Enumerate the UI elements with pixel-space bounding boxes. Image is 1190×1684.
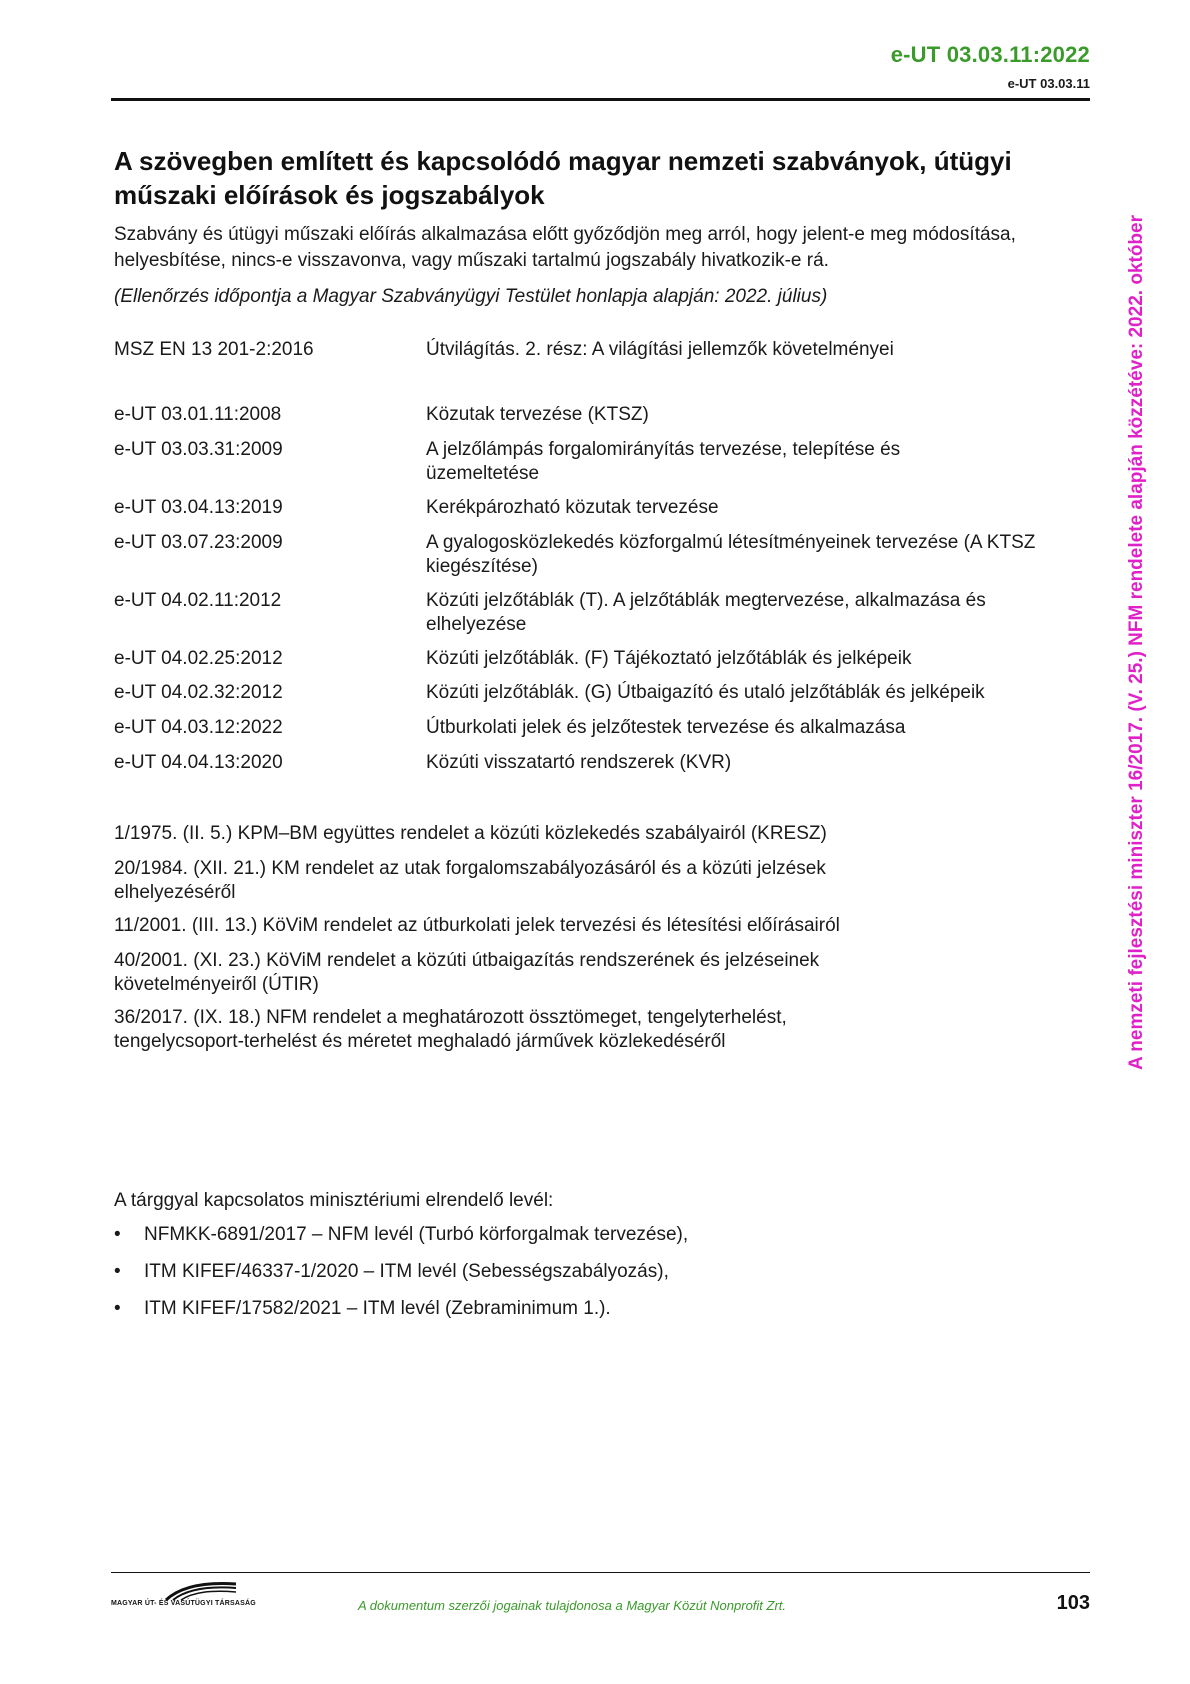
- letters-intro: A tárggyal kapcsolatos minisztériumi elrendelő levél:: [114, 1190, 554, 1211]
- organization-logo: [111, 1580, 261, 1612]
- spec-code: e-UT 03.07.23:2009: [114, 532, 283, 553]
- spec-title: A gyalogosközlekedés közforgalmú létesítményeinek tervezése (A KTSZ kiegészítése): [426, 532, 1036, 577]
- spec-code: e-UT 03.03.31:2009: [114, 439, 283, 460]
- check-date-note: (Ellenőrzés időpontja a Magyar Szabványügyi Testület honlapja alapján: 2022. július): [114, 286, 828, 307]
- bullet-icon: •: [114, 1224, 121, 1245]
- law-item: 36/2017. (IX. 18.) NFM rendelet a meghatározott össztömeget, tengelyterhelést, tengelycsoport-terhelést és méretet meghaladó járművek közlekedéséről: [114, 1007, 787, 1052]
- intro-paragraph: Szabvány és útügyi műszaki előírás alkalmazása előtt győződjön meg arról, hogy jelent-e meg módosítása, helyesbítése, nincs-e visszavonva, vagy műszaki tartalmú jogszabály hivatkozik-e rá.: [114, 224, 1016, 271]
- spec-code: e-UT 04.02.11:2012: [114, 590, 282, 611]
- spec-title: Útburkolati jelek és jelzőtestek tervezése és alkalmazása: [426, 717, 906, 738]
- header-divider: [111, 98, 1090, 101]
- spec-code: e-UT 04.02.32:2012: [114, 682, 283, 703]
- spec-title: Közutak tervezése (KTSZ): [426, 404, 649, 425]
- side-note: A nemzeti fejlesztési miniszter 16/2017. (V. 25.) NFM rendelete alapján közzétéve: 2022. október: [1126, 215, 1147, 1070]
- law-item: 11/2001. (III. 13.) KöViM rendelet az útburkolati jelek tervezési és létesítési előírásairól: [114, 915, 840, 936]
- document-subcode: e-UT 03.03.11: [1007, 76, 1090, 91]
- spec-code: e-UT 04.03.12:2022: [114, 717, 283, 738]
- letter-text: ITM KIFEF/17582/2021 – ITM levél (Zebraminimum 1.).: [144, 1298, 611, 1319]
- bullet-icon: •: [114, 1261, 121, 1282]
- letter-text: NFMKK-6891/2017 – NFM levél (Turbó körforgalmak tervezése),: [144, 1224, 689, 1245]
- copyright-note: A dokumentum szerzői jogainak tulajdonosa a Magyar Közút Nonprofit Zrt.: [358, 1598, 787, 1613]
- spec-title: Közúti visszatartó rendszerek (KVR): [426, 752, 732, 773]
- spec-title: Kerékpározható közutak tervezése: [426, 497, 719, 518]
- page-number: 103: [1056, 1592, 1090, 1614]
- spec-code: e-UT 04.02.25:2012: [114, 648, 283, 669]
- spec-title: Közúti jelzőtáblák. (F) Tájékoztató jelzőtáblák és jelképeik: [426, 648, 912, 669]
- bullet-icon: •: [114, 1298, 121, 1319]
- document-code: e-UT 03.03.11:2022: [890, 42, 1090, 67]
- law-item: 20/1984. (XII. 21.) KM rendelet az utak forgalomszabályozásáról és a közúti jelzések elhelyezéséről: [114, 858, 826, 903]
- page-title: A szövegben említett és kapcsolódó magyar nemzeti szabványok, útügyi műszaki előírások és jogszabályok: [114, 146, 1012, 210]
- spec-title: Közúti jelzőtáblák (T). A jelzőtáblák megtervezése, alkalmazása és elhelyezése: [426, 590, 986, 635]
- spec-code: e-UT 04.04.13:2020: [114, 752, 283, 773]
- standard-title: Útvilágítás. 2. rész: A világítási jellemzők követelményei: [426, 339, 894, 360]
- logo-text: MAGYAR ÚT- ÉS VASÚTÜGYI TÁRSASÁG: [111, 1600, 256, 1607]
- spec-title: A jelzőlámpás forgalomirányítás tervezése, telepítése és üzemeltetése: [426, 439, 901, 484]
- spec-title: Közúti jelzőtáblák. (G) Útbaigazító és utaló jelzőtáblák és jelképeik: [426, 682, 985, 703]
- law-item: 40/2001. (XI. 23.) KöViM rendelet a közúti útbaigazítás rendszerének és jelzéseinek követelményeiről (ÚTIR): [114, 950, 820, 995]
- footer-divider: [111, 1572, 1090, 1573]
- spec-code: e-UT 03.01.11:2008: [114, 404, 282, 425]
- spec-code: e-UT 03.04.13:2019: [114, 497, 283, 518]
- road-logo-icon: [111, 1580, 261, 1602]
- letter-text: ITM KIFEF/46337-1/2020 – ITM levél (Sebességszabályozás),: [144, 1261, 669, 1282]
- side-note-container: [1122, 160, 1152, 1070]
- law-item: 1/1975. (II. 5.) KPM–BM együttes rendelet a közúti közlekedés szabályairól (KRESZ): [114, 823, 827, 844]
- standard-code: MSZ EN 13 201-2:2016: [114, 339, 314, 360]
